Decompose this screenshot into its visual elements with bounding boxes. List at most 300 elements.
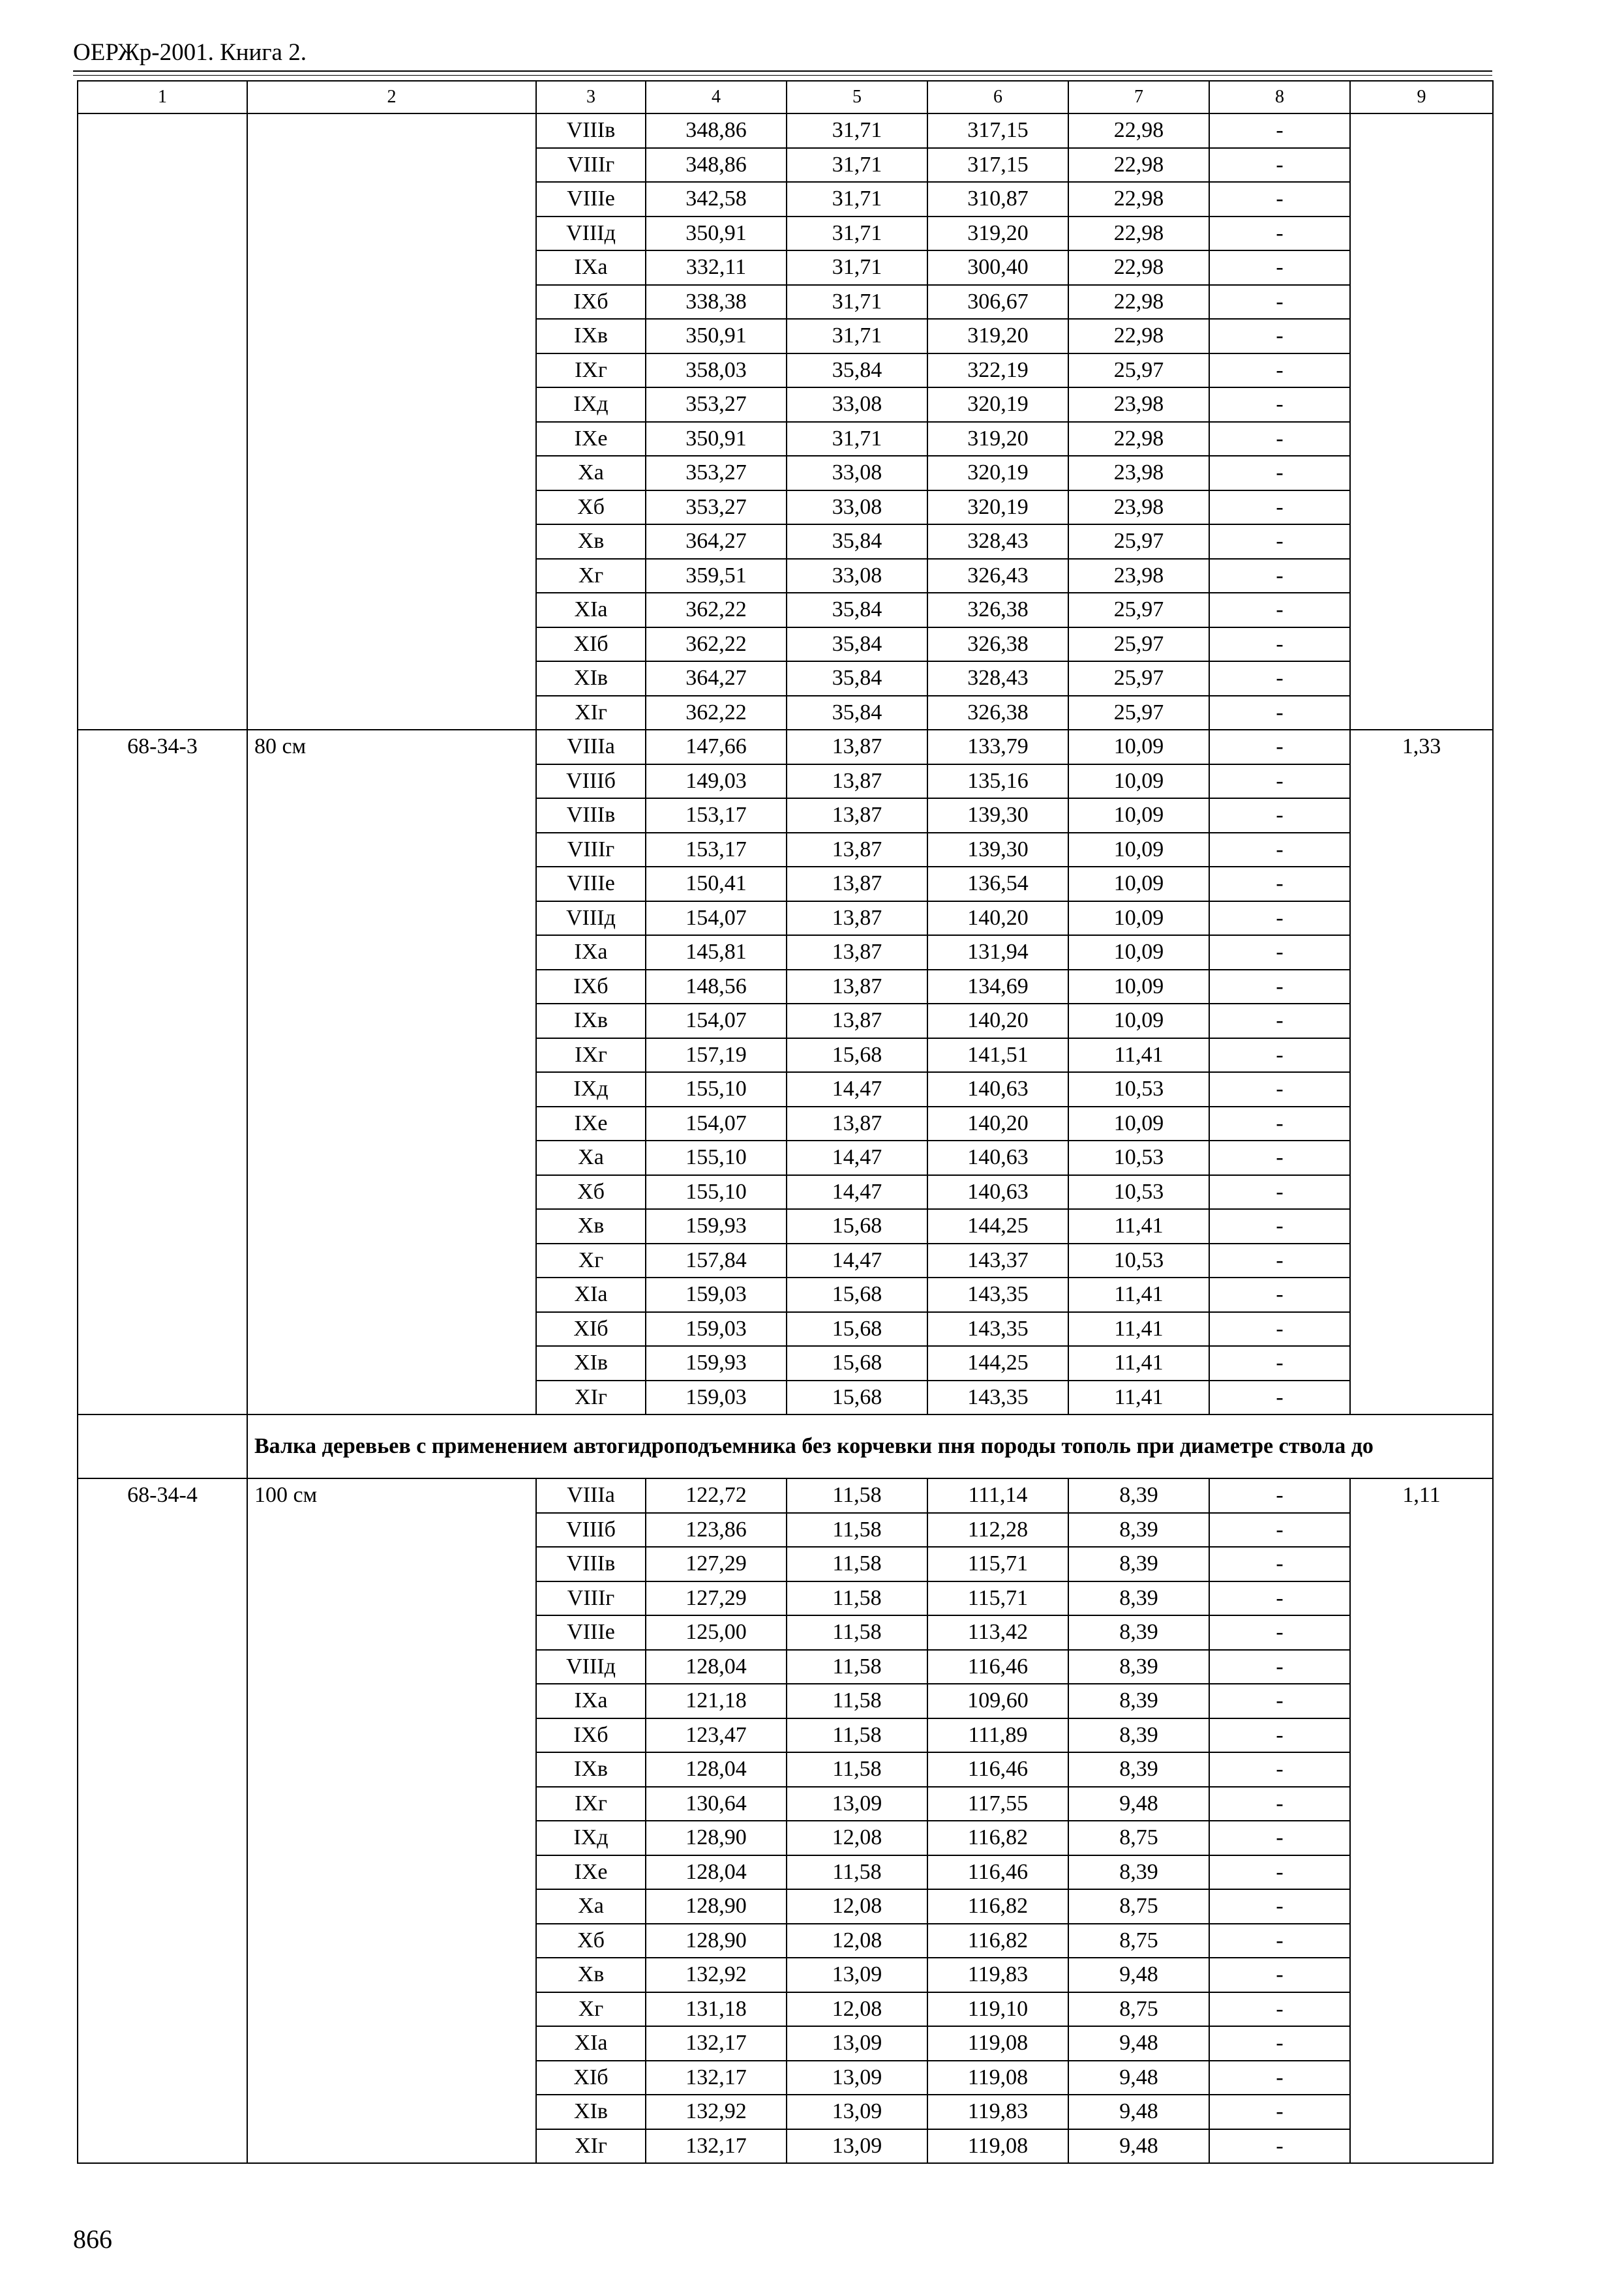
- rates-table: [77, 80, 1494, 2164]
- value-cell: 353,27: [646, 456, 787, 490]
- value-cell: -: [1209, 1038, 1350, 1073]
- value-cell: 22,98: [1068, 217, 1209, 251]
- value-cell: -: [1209, 1650, 1350, 1684]
- wood-group-cell: XIв: [536, 2095, 646, 2129]
- value-cell: 11,58: [787, 1684, 927, 1718]
- wood-group-cell: IXг: [536, 353, 646, 388]
- wood-group-cell: XIб: [536, 627, 646, 662]
- value-cell: 326,38: [927, 627, 1068, 662]
- value-cell: 310,87: [927, 182, 1068, 217]
- value-cell: 9,48: [1068, 2129, 1209, 2164]
- value-cell: 144,25: [927, 1346, 1068, 1381]
- value-cell: 119,08: [927, 2061, 1068, 2095]
- value-cell: 25,97: [1068, 661, 1209, 696]
- value-cell: 13,87: [787, 970, 927, 1004]
- value-cell: 134,69: [927, 970, 1068, 1004]
- column-number: 2: [247, 81, 536, 113]
- value-cell: 149,03: [646, 764, 787, 799]
- value-cell: 131,94: [927, 935, 1068, 970]
- value-cell: 13,87: [787, 764, 927, 799]
- value-cell: 130,64: [646, 1787, 787, 1821]
- value-cell: 31,71: [787, 250, 927, 285]
- value-cell: 348,86: [646, 148, 787, 183]
- value-cell: 123,47: [646, 1718, 787, 1753]
- value-cell: -: [1209, 1855, 1350, 1890]
- wood-group-cell: IXб: [536, 1718, 646, 1753]
- value-cell: 362,22: [646, 696, 787, 730]
- value-cell: 8,39: [1068, 1478, 1209, 1513]
- value-cell: 8,39: [1068, 1581, 1209, 1616]
- value-cell: 115,71: [927, 1581, 1068, 1616]
- value-cell: 10,09: [1068, 970, 1209, 1004]
- wood-group-cell: XIа: [536, 1278, 646, 1312]
- page-header: [73, 38, 1492, 72]
- column-number: 1: [78, 81, 247, 113]
- value-cell: 31,71: [787, 285, 927, 320]
- value-cell: 35,84: [787, 524, 927, 559]
- value-cell: 119,08: [927, 2026, 1068, 2061]
- column-number: 3: [536, 81, 646, 113]
- value-cell: 9,48: [1068, 1958, 1209, 1992]
- wood-group-cell: IXг: [536, 1038, 646, 1073]
- value-cell: 128,90: [646, 1821, 787, 1855]
- coefficient-cell: 1,11: [1350, 1478, 1493, 2163]
- value-cell: -: [1209, 422, 1350, 456]
- value-cell: 153,17: [646, 798, 787, 833]
- value-cell: 10,09: [1068, 764, 1209, 799]
- value-cell: 140,20: [927, 901, 1068, 936]
- value-cell: 13,87: [787, 867, 927, 901]
- value-cell: 131,18: [646, 1992, 787, 2027]
- value-cell: 10,53: [1068, 1141, 1209, 1175]
- value-cell: 338,38: [646, 285, 787, 320]
- column-number: 9: [1350, 81, 1493, 113]
- wood-group-cell: XIб: [536, 2061, 646, 2095]
- value-cell: 10,09: [1068, 1107, 1209, 1141]
- value-cell: 31,71: [787, 113, 927, 148]
- value-cell: -: [1209, 1141, 1350, 1175]
- value-cell: -: [1209, 1718, 1350, 1753]
- value-cell: -: [1209, 217, 1350, 251]
- value-cell: -: [1209, 661, 1350, 696]
- value-cell: 328,43: [927, 524, 1068, 559]
- wood-group-cell: VIIIв: [536, 113, 646, 148]
- wood-group-cell: XIг: [536, 1381, 646, 1415]
- value-cell: 10,53: [1068, 1072, 1209, 1107]
- value-cell: 31,71: [787, 422, 927, 456]
- value-cell: 128,90: [646, 1924, 787, 1958]
- page-number: 866: [73, 2224, 112, 2254]
- value-cell: 140,20: [927, 1107, 1068, 1141]
- section-code-cell: [78, 1414, 247, 1478]
- value-cell: -: [1209, 250, 1350, 285]
- value-cell: 13,87: [787, 798, 927, 833]
- value-cell: 25,97: [1068, 593, 1209, 627]
- value-cell: -: [1209, 1992, 1350, 2027]
- value-cell: 153,17: [646, 833, 787, 867]
- coefficient-cell: [1350, 113, 1493, 730]
- value-cell: 159,93: [646, 1346, 787, 1381]
- value-cell: 8,39: [1068, 1718, 1209, 1753]
- value-cell: 116,82: [927, 1821, 1068, 1855]
- value-cell: 10,09: [1068, 798, 1209, 833]
- wood-group-cell: IXв: [536, 1752, 646, 1787]
- value-cell: 13,87: [787, 730, 927, 764]
- value-cell: -: [1209, 1958, 1350, 1992]
- value-cell: 125,00: [646, 1615, 787, 1650]
- wood-group-cell: VIIIа: [536, 1478, 646, 1513]
- value-cell: 139,30: [927, 798, 1068, 833]
- value-cell: 143,35: [927, 1381, 1068, 1415]
- value-cell: -: [1209, 1072, 1350, 1107]
- value-cell: 127,29: [646, 1547, 787, 1581]
- value-cell: -: [1209, 1615, 1350, 1650]
- value-cell: 11,41: [1068, 1209, 1209, 1244]
- wood-group-cell: VIIIг: [536, 833, 646, 867]
- value-cell: 11,41: [1068, 1038, 1209, 1073]
- value-cell: 13,87: [787, 1107, 927, 1141]
- wood-group-cell: Xа: [536, 1141, 646, 1175]
- value-cell: 11,58: [787, 1752, 927, 1787]
- value-cell: 8,75: [1068, 1992, 1209, 2027]
- value-cell: 35,84: [787, 353, 927, 388]
- value-cell: 144,25: [927, 1209, 1068, 1244]
- rate-description: 80 см: [247, 730, 536, 1414]
- value-cell: 123,86: [646, 1513, 787, 1548]
- wood-group-cell: Xб: [536, 1175, 646, 1210]
- value-cell: 10,09: [1068, 833, 1209, 867]
- value-cell: 127,29: [646, 1581, 787, 1616]
- value-cell: 157,84: [646, 1244, 787, 1278]
- value-cell: 22,98: [1068, 113, 1209, 148]
- value-cell: 11,58: [787, 1718, 927, 1753]
- value-cell: 10,53: [1068, 1175, 1209, 1210]
- value-cell: 119,10: [927, 1992, 1068, 2027]
- value-cell: -: [1209, 2026, 1350, 2061]
- value-cell: -: [1209, 627, 1350, 662]
- value-cell: -: [1209, 730, 1350, 764]
- column-number: 5: [787, 81, 927, 113]
- wood-group-cell: VIIIб: [536, 764, 646, 799]
- value-cell: -: [1209, 1004, 1350, 1038]
- value-cell: 11,58: [787, 1547, 927, 1581]
- wood-group-cell: IXа: [536, 1684, 646, 1718]
- value-cell: 35,84: [787, 627, 927, 662]
- value-cell: -: [1209, 1924, 1350, 1958]
- value-cell: 10,09: [1068, 901, 1209, 936]
- wood-group-cell: VIIIг: [536, 1581, 646, 1616]
- value-cell: 11,58: [787, 1478, 927, 1513]
- value-cell: -: [1209, 867, 1350, 901]
- value-cell: 14,47: [787, 1141, 927, 1175]
- wood-group-cell: XIб: [536, 1312, 646, 1347]
- value-cell: -: [1209, 1209, 1350, 1244]
- value-cell: 25,97: [1068, 696, 1209, 730]
- value-cell: 319,20: [927, 217, 1068, 251]
- value-cell: 159,93: [646, 1209, 787, 1244]
- wood-group-cell: IXб: [536, 285, 646, 320]
- wood-group-cell: VIIIв: [536, 1547, 646, 1581]
- value-cell: 13,09: [787, 2061, 927, 2095]
- value-cell: -: [1209, 970, 1350, 1004]
- wood-group-cell: XIа: [536, 593, 646, 627]
- value-cell: 132,92: [646, 1958, 787, 1992]
- value-cell: 11,58: [787, 1513, 927, 1548]
- value-cell: 136,54: [927, 867, 1068, 901]
- wood-group-cell: Xг: [536, 559, 646, 593]
- value-cell: 14,47: [787, 1175, 927, 1210]
- wood-group-cell: IXе: [536, 1107, 646, 1141]
- value-cell: 364,27: [646, 524, 787, 559]
- value-cell: -: [1209, 1478, 1350, 1513]
- value-cell: 350,91: [646, 319, 787, 353]
- rate-code: 68-34-3: [78, 730, 247, 1414]
- column-number: 8: [1209, 81, 1350, 113]
- value-cell: -: [1209, 319, 1350, 353]
- value-cell: 328,43: [927, 661, 1068, 696]
- value-cell: 143,35: [927, 1312, 1068, 1347]
- value-cell: 33,08: [787, 456, 927, 490]
- value-cell: -: [1209, 1346, 1350, 1381]
- value-cell: -: [1209, 1278, 1350, 1312]
- value-cell: 128,90: [646, 1889, 787, 1924]
- table-row: [78, 1478, 1493, 1513]
- value-cell: 33,08: [787, 387, 927, 422]
- wood-group-cell: Xа: [536, 1889, 646, 1924]
- wood-group-cell: IXа: [536, 935, 646, 970]
- rate-description: [247, 113, 536, 730]
- wood-group-cell: IXг: [536, 1787, 646, 1821]
- value-cell: 342,58: [646, 182, 787, 217]
- value-cell: -: [1209, 1889, 1350, 1924]
- value-cell: 122,72: [646, 1478, 787, 1513]
- value-cell: 353,27: [646, 387, 787, 422]
- value-cell: 25,97: [1068, 524, 1209, 559]
- value-cell: 159,03: [646, 1278, 787, 1312]
- value-cell: 22,98: [1068, 182, 1209, 217]
- value-cell: 8,39: [1068, 1752, 1209, 1787]
- value-cell: 10,09: [1068, 1004, 1209, 1038]
- value-cell: 15,68: [787, 1381, 927, 1415]
- value-cell: 320,19: [927, 456, 1068, 490]
- value-cell: 25,97: [1068, 353, 1209, 388]
- wood-group-cell: VIIIе: [536, 1615, 646, 1650]
- wood-group-cell: IXа: [536, 250, 646, 285]
- value-cell: 116,46: [927, 1752, 1068, 1787]
- wood-group-cell: IXд: [536, 1821, 646, 1855]
- value-cell: 154,07: [646, 1107, 787, 1141]
- value-cell: 10,09: [1068, 935, 1209, 970]
- value-cell: 22,98: [1068, 148, 1209, 183]
- value-cell: 362,22: [646, 593, 787, 627]
- wood-group-cell: IXд: [536, 387, 646, 422]
- value-cell: 22,98: [1068, 319, 1209, 353]
- value-cell: 12,08: [787, 1821, 927, 1855]
- value-cell: 141,51: [927, 1038, 1068, 1073]
- value-cell: -: [1209, 901, 1350, 936]
- wood-group-cell: Xг: [536, 1992, 646, 2027]
- value-cell: 8,39: [1068, 1855, 1209, 1890]
- wood-group-cell: XIв: [536, 1346, 646, 1381]
- value-cell: 11,41: [1068, 1312, 1209, 1347]
- value-cell: -: [1209, 1684, 1350, 1718]
- value-cell: 119,08: [927, 2129, 1068, 2164]
- value-cell: -: [1209, 353, 1350, 388]
- wood-group-cell: Xб: [536, 490, 646, 525]
- value-cell: -: [1209, 1513, 1350, 1548]
- value-cell: 12,08: [787, 1924, 927, 1958]
- value-cell: 8,39: [1068, 1547, 1209, 1581]
- value-cell: 154,07: [646, 1004, 787, 1038]
- wood-group-cell: XIг: [536, 696, 646, 730]
- value-cell: 143,37: [927, 1244, 1068, 1278]
- value-cell: -: [1209, 456, 1350, 490]
- value-cell: 14,47: [787, 1072, 927, 1107]
- value-cell: 35,84: [787, 696, 927, 730]
- value-cell: 11,58: [787, 1581, 927, 1616]
- value-cell: -: [1209, 593, 1350, 627]
- value-cell: 8,39: [1068, 1615, 1209, 1650]
- column-number: 6: [927, 81, 1068, 113]
- wood-group-cell: VIIIг: [536, 148, 646, 183]
- value-cell: 350,91: [646, 217, 787, 251]
- value-cell: 11,58: [787, 1855, 927, 1890]
- value-cell: 132,17: [646, 2129, 787, 2164]
- wood-group-cell: Xв: [536, 1209, 646, 1244]
- value-cell: 15,68: [787, 1209, 927, 1244]
- wood-group-cell: IXд: [536, 1072, 646, 1107]
- value-cell: 157,19: [646, 1038, 787, 1073]
- rate-description: 100 см: [247, 1478, 536, 2163]
- table-body: [78, 81, 1493, 2163]
- value-cell: 116,82: [927, 1924, 1068, 1958]
- value-cell: 23,98: [1068, 559, 1209, 593]
- value-cell: 11,58: [787, 1650, 927, 1684]
- value-cell: 159,03: [646, 1312, 787, 1347]
- column-number: 7: [1068, 81, 1209, 113]
- value-cell: 155,10: [646, 1175, 787, 1210]
- value-cell: 31,71: [787, 319, 927, 353]
- value-cell: 148,56: [646, 970, 787, 1004]
- value-cell: 31,71: [787, 148, 927, 183]
- value-cell: 22,98: [1068, 422, 1209, 456]
- value-cell: 115,71: [927, 1547, 1068, 1581]
- value-cell: 22,98: [1068, 285, 1209, 320]
- value-cell: -: [1209, 696, 1350, 730]
- value-cell: 13,87: [787, 833, 927, 867]
- wood-group-cell: Xв: [536, 1958, 646, 1992]
- wood-group-cell: VIIIа: [536, 730, 646, 764]
- value-cell: -: [1209, 1107, 1350, 1141]
- wood-group-cell: VIIIе: [536, 867, 646, 901]
- value-cell: 11,58: [787, 1615, 927, 1650]
- value-cell: 155,10: [646, 1072, 787, 1107]
- value-cell: 33,08: [787, 559, 927, 593]
- value-cell: -: [1209, 387, 1350, 422]
- value-cell: 35,84: [787, 593, 927, 627]
- value-cell: 350,91: [646, 422, 787, 456]
- value-cell: 326,38: [927, 696, 1068, 730]
- value-cell: 358,03: [646, 353, 787, 388]
- value-cell: 140,63: [927, 1141, 1068, 1175]
- value-cell: 147,66: [646, 730, 787, 764]
- value-cell: -: [1209, 1312, 1350, 1347]
- value-cell: 11,41: [1068, 1346, 1209, 1381]
- value-cell: -: [1209, 833, 1350, 867]
- rate-code: [78, 113, 247, 730]
- value-cell: 140,63: [927, 1175, 1068, 1210]
- wood-group-cell: Xв: [536, 524, 646, 559]
- value-cell: 8,39: [1068, 1650, 1209, 1684]
- value-cell: -: [1209, 148, 1350, 183]
- value-cell: -: [1209, 182, 1350, 217]
- wood-group-cell: Xг: [536, 1244, 646, 1278]
- value-cell: -: [1209, 559, 1350, 593]
- value-cell: -: [1209, 1752, 1350, 1787]
- value-cell: -: [1209, 1381, 1350, 1415]
- value-cell: -: [1209, 1821, 1350, 1855]
- value-cell: 116,46: [927, 1650, 1068, 1684]
- value-cell: -: [1209, 1787, 1350, 1821]
- value-cell: 133,79: [927, 730, 1068, 764]
- value-cell: 31,71: [787, 182, 927, 217]
- value-cell: -: [1209, 798, 1350, 833]
- value-cell: 121,18: [646, 1684, 787, 1718]
- value-cell: 15,68: [787, 1346, 927, 1381]
- value-cell: 113,42: [927, 1615, 1068, 1650]
- wood-group-cell: VIIIд: [536, 217, 646, 251]
- value-cell: 31,71: [787, 217, 927, 251]
- value-cell: 11,41: [1068, 1381, 1209, 1415]
- value-cell: 317,15: [927, 113, 1068, 148]
- value-cell: 128,04: [646, 1650, 787, 1684]
- value-cell: 300,40: [927, 250, 1068, 285]
- value-cell: -: [1209, 1581, 1350, 1616]
- wood-group-cell: IXб: [536, 970, 646, 1004]
- value-cell: 140,63: [927, 1072, 1068, 1107]
- rate-code: 68-34-4: [78, 1478, 247, 2163]
- document-title: ОЕРЖр-2001. Книга 2.: [73, 39, 307, 66]
- value-cell: 362,22: [646, 627, 787, 662]
- wood-group-cell: XIв: [536, 661, 646, 696]
- wood-group-cell: VIIIе: [536, 182, 646, 217]
- column-number-row: [78, 81, 1493, 113]
- value-cell: 11,41: [1068, 1278, 1209, 1312]
- value-cell: 111,89: [927, 1718, 1068, 1753]
- value-cell: -: [1209, 935, 1350, 970]
- wood-group-cell: IXе: [536, 1855, 646, 1890]
- wood-group-cell: IXв: [536, 319, 646, 353]
- value-cell: 10,53: [1068, 1244, 1209, 1278]
- wood-group-cell: VIIIв: [536, 798, 646, 833]
- value-cell: 139,30: [927, 833, 1068, 867]
- value-cell: 13,87: [787, 935, 927, 970]
- value-cell: 116,82: [927, 1889, 1068, 1924]
- value-cell: 13,09: [787, 2095, 927, 2129]
- value-cell: 132,92: [646, 2095, 787, 2129]
- value-cell: -: [1209, 1547, 1350, 1581]
- value-cell: 12,08: [787, 1992, 927, 2027]
- value-cell: -: [1209, 2095, 1350, 2129]
- value-cell: -: [1209, 1175, 1350, 1210]
- value-cell: 348,86: [646, 113, 787, 148]
- value-cell: 8,75: [1068, 1889, 1209, 1924]
- value-cell: 22,98: [1068, 250, 1209, 285]
- value-cell: 33,08: [787, 490, 927, 525]
- value-cell: 112,28: [927, 1513, 1068, 1548]
- value-cell: 159,03: [646, 1381, 787, 1415]
- value-cell: 10,09: [1068, 730, 1209, 764]
